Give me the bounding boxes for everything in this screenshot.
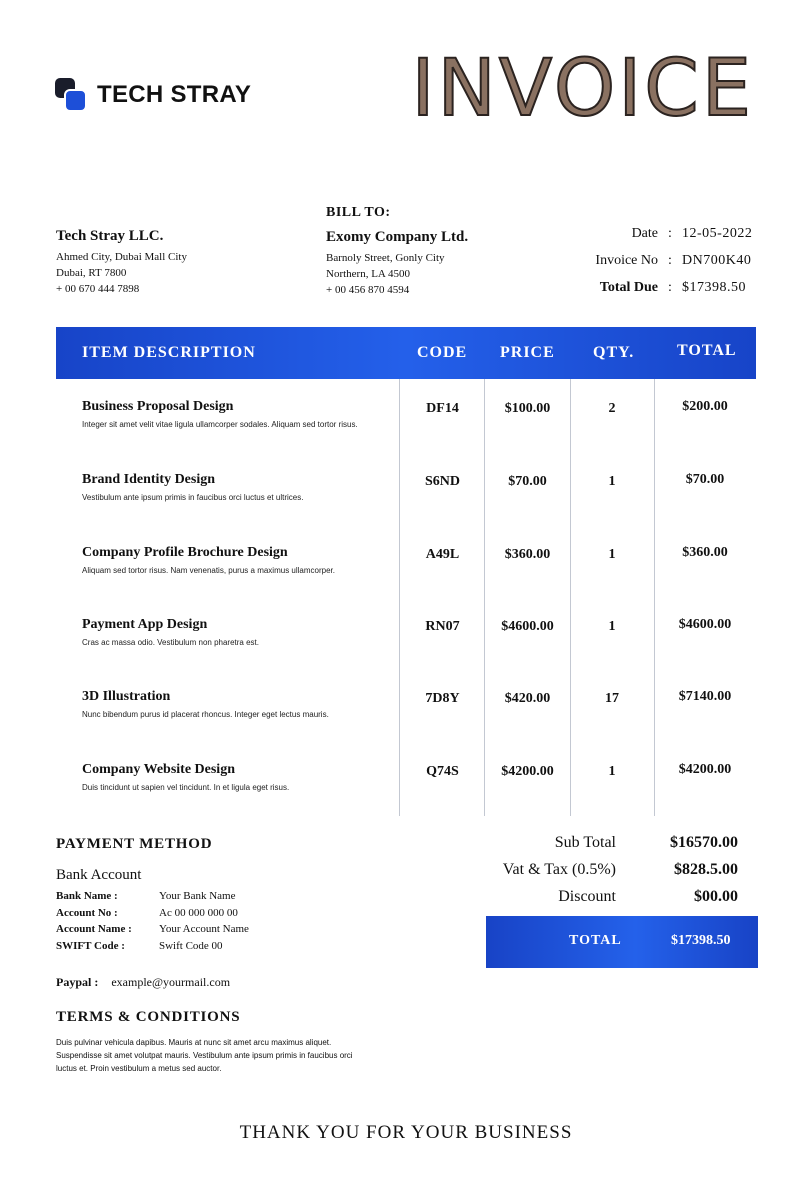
item-description: [82, 472, 303, 502]
tech-stray-logo-icon: [55, 78, 89, 112]
item-code: 7D8Y: [425, 691, 460, 706]
table-row: [0, 399, 812, 472]
item-title: Company Website Design: [82, 762, 235, 777]
bank-detail-label: Bank Name :: [56, 890, 118, 902]
bank-detail-row: [56, 890, 249, 907]
grand-total-label: TOTAL: [569, 933, 622, 948]
table-row: [0, 762, 812, 835]
bank-detail-row: [56, 907, 249, 924]
bank-detail-label: Account Name :: [56, 923, 132, 935]
item-price: $4200.00: [501, 764, 554, 779]
brand-name: TECH STRAY: [97, 81, 252, 108]
separator: :: [668, 252, 672, 268]
item-code: A49L: [425, 547, 460, 562]
total-due-value: $17398.50: [682, 279, 746, 295]
header-description: ITEM DESCRIPTION: [82, 344, 256, 361]
item-price: $420.00: [504, 691, 551, 706]
item-qty: 2: [608, 401, 616, 416]
client-address-line: Barnoly Street, Gonly City: [326, 252, 445, 264]
brand-logo: [55, 78, 251, 112]
invoice-no-label: Invoice No: [595, 252, 658, 268]
item-subtitle: Duis tincidunt ut sapien vel tincidunt. In et ligula eget risus.: [82, 783, 290, 792]
item-subtitle: Aliquam sed tortor risus. Nam venenatis, purus a maximus ullamcorper.: [82, 566, 335, 575]
bank-detail-value: Ac 00 000 000 00: [159, 906, 238, 919]
subtotal-label: Sub Total: [554, 834, 616, 851]
table-row: [0, 617, 812, 690]
date-value: 12-05-2022: [682, 225, 753, 241]
item-subtitle: Cras ac massa odio. Vestibulum non pharetra est.: [82, 638, 259, 647]
invoice-no-row: [563, 247, 754, 274]
item-subtitle: Integer sit amet velit vitae ligula ullamcorper sodales. Aliquam sed tortor risus.: [82, 420, 358, 429]
vat-value: $828.5.00: [674, 861, 738, 878]
item-title: Business Proposal Design: [82, 399, 234, 414]
item-description: [82, 399, 358, 429]
client-address-line: Northern, LA 4500: [326, 268, 411, 280]
item-total: $7140.00: [678, 689, 732, 704]
total-due-row: [563, 274, 754, 301]
item-price: $70.00: [508, 474, 547, 489]
bill-to: [326, 205, 468, 298]
terms-text: Duis pulvinar vehicula dapibus. Mauris at nunc sit amet arcu maximus aliquet. Suspendisse sit amet volutpat mauris. Vestibulum ante ipsum primis in faucibus orci luctus et. Proin vestibulum a metus sed auctor.: [56, 1038, 353, 1073]
item-price: $4600.00: [501, 619, 554, 634]
header-qty: QTY.: [593, 344, 635, 361]
date-row: [563, 220, 754, 247]
invoice-title: INVOICE: [411, 44, 754, 134]
item-total: $70.00: [685, 472, 725, 487]
item-total: $200.00: [682, 399, 728, 414]
item-description: [82, 545, 335, 575]
paypal-info: [56, 975, 230, 990]
item-qty: 1: [608, 619, 616, 634]
invoice-meta: [563, 220, 754, 301]
paypal-email: example@yourmail.com: [111, 975, 231, 989]
item-title: 3D Illustration: [82, 689, 171, 704]
item-description: [82, 762, 289, 792]
separator: :: [668, 225, 672, 241]
bank-detail-value: Your Account Name: [159, 923, 249, 935]
bank-detail-value: Your Bank Name: [159, 890, 236, 902]
header-price: PRICE: [500, 344, 555, 361]
date-label: Date: [631, 225, 658, 241]
header-total: TOTAL: [677, 342, 737, 359]
bank-detail-value: Swift Code 00: [159, 939, 223, 952]
item-price: $360.00: [504, 547, 551, 562]
bank-account-title: Bank Account: [56, 867, 142, 883]
payment-method: [56, 836, 249, 956]
terms-title: TERMS & CONDITIONS: [56, 1009, 241, 1025]
item-subtitle: Vestibulum ante ipsum primis in faucibus orci luctus et ultrices.: [82, 493, 304, 502]
item-title: Payment App Design: [82, 617, 208, 632]
table-row: [0, 545, 812, 618]
terms-and-conditions: [56, 1009, 366, 1075]
sender-address-line: Dubai, RT 7800: [56, 267, 127, 279]
item-code: DF14: [426, 401, 459, 416]
sender-name: Tech Stray LLC.: [56, 228, 164, 244]
total-due-label: Total Due: [599, 279, 658, 295]
item-code: Q74S: [426, 764, 459, 779]
discount-value: $00.00: [694, 888, 738, 905]
vat-label: Vat & Tax (0.5%): [502, 861, 616, 878]
sender-address-line: Ahmed City, Dubai Mall City: [56, 251, 187, 263]
item-code: RN07: [425, 619, 460, 634]
bank-detail-row: [56, 923, 249, 940]
item-title: Company Profile Brochure Design: [82, 545, 288, 560]
subtotal-row: [416, 834, 756, 861]
bank-detail-label: SWIFT Code :: [56, 939, 125, 952]
item-total: $360.00: [682, 545, 728, 560]
sender-address: [56, 228, 187, 297]
header-code: CODE: [417, 344, 468, 361]
separator: :: [668, 279, 672, 295]
subtotal-value: $16570.00: [670, 834, 738, 851]
item-code: S6ND: [424, 474, 460, 489]
invoice-no-value: DN700K40: [682, 252, 752, 268]
vat-row: [416, 861, 756, 888]
item-total: $4600.00: [678, 617, 732, 632]
bank-detail-row: [56, 940, 249, 957]
grand-total-value: $17398.50: [671, 933, 731, 948]
item-total: $4200.00: [678, 762, 732, 777]
item-qty: 17: [605, 691, 619, 706]
client-phone: + 00 456 870 4594: [326, 284, 410, 296]
bill-to-label: BILL TO:: [326, 205, 391, 220]
item-description: [82, 617, 259, 647]
thank-you-message: THANK YOU FOR YOUR BUSINESS: [239, 1122, 573, 1143]
items-table-header: [56, 327, 756, 379]
bank-detail-label: Account No :: [56, 906, 118, 919]
item-title: Brand Identity Design: [82, 472, 216, 487]
table-row: [0, 472, 812, 545]
item-subtitle: Nunc bibendum purus id placerat rhoncus. Integer eget lectus mauris.: [82, 710, 329, 719]
item-qty: 1: [608, 547, 616, 562]
paypal-label: Paypal :: [56, 975, 99, 989]
item-qty: 1: [608, 474, 616, 489]
item-description: [82, 689, 329, 719]
client-name: Exomy Company Ltd.: [326, 229, 469, 245]
sender-phone: + 00 670 444 7898: [56, 283, 140, 295]
item-price: $100.00: [504, 401, 551, 416]
item-qty: 1: [608, 764, 616, 779]
payment-method-title: PAYMENT METHOD: [56, 836, 213, 852]
discount-label: Discount: [558, 888, 616, 905]
table-row: [0, 689, 812, 762]
discount-row: [416, 888, 756, 915]
grand-total-box: [486, 916, 758, 968]
